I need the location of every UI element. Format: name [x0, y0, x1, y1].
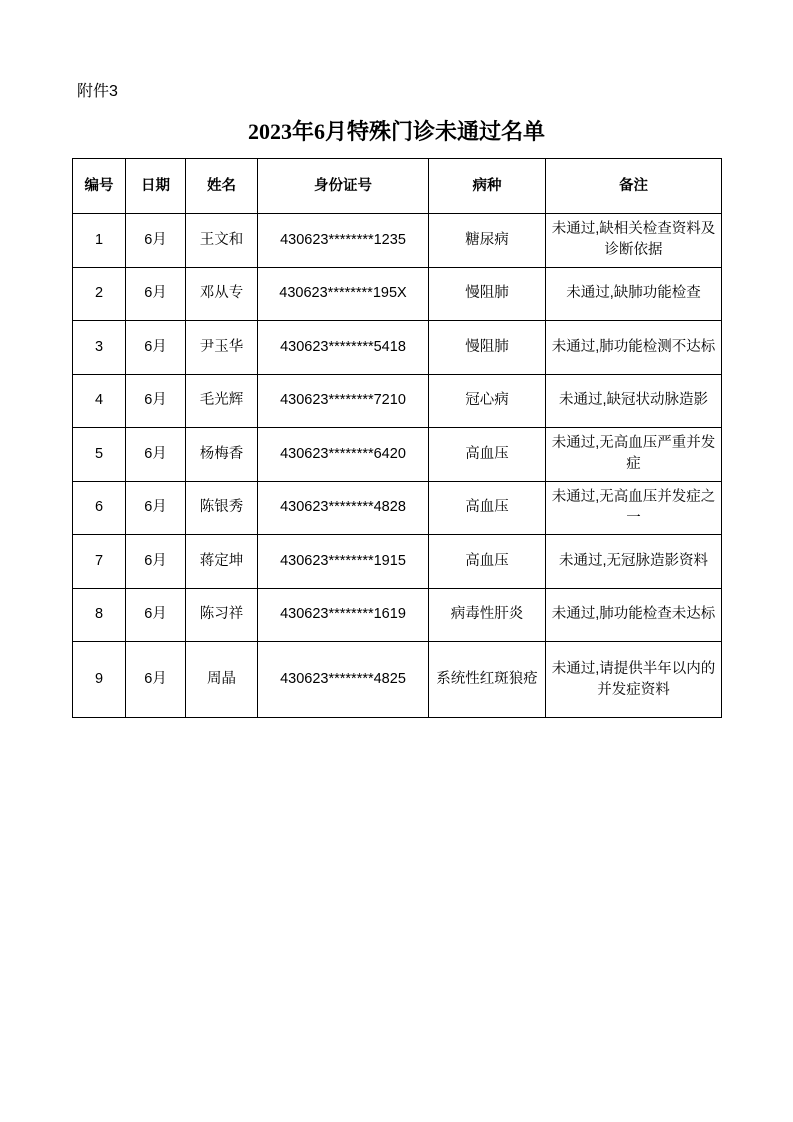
cell-id: 430623********6420 [258, 428, 429, 482]
cell-id: 430623********1235 [258, 214, 429, 268]
cell-disease: 系统性红斑狼疮 [429, 642, 546, 718]
cell-remark: 未通过,缺相关检查资料及诊断依据 [546, 214, 722, 268]
rejection-list-table [72, 158, 722, 718]
cell-disease: 高血压 [429, 535, 546, 589]
header-no: 编号 [73, 159, 126, 214]
table-header-row [73, 159, 722, 214]
cell-date: 6月 [126, 267, 186, 321]
cell-remark: 未通过,无冠脉造影资料 [546, 535, 722, 589]
cell-no: 5 [73, 428, 126, 482]
attachment-label: 附件3 [77, 83, 118, 100]
cell-name: 蒋定坤 [186, 535, 258, 589]
cell-disease: 高血压 [429, 481, 546, 535]
table-row [73, 588, 722, 642]
cell-date: 6月 [126, 321, 186, 375]
cell-no: 4 [73, 374, 126, 428]
cell-remark: 未通过,请提供半年以内的并发症资料 [546, 642, 722, 718]
cell-no: 7 [73, 535, 126, 589]
cell-date: 6月 [126, 428, 186, 482]
cell-no: 9 [73, 642, 126, 718]
cell-disease: 病毒性肝炎 [429, 588, 546, 642]
cell-no: 3 [73, 321, 126, 375]
cell-no: 6 [73, 481, 126, 535]
cell-date: 6月 [126, 481, 186, 535]
cell-name: 邓从专 [186, 267, 258, 321]
cell-disease: 糖尿病 [429, 214, 546, 268]
cell-no: 8 [73, 588, 126, 642]
cell-id: 430623********1619 [258, 588, 429, 642]
cell-id: 430623********195X [258, 267, 429, 321]
cell-id: 430623********7210 [258, 374, 429, 428]
table-row [73, 642, 722, 718]
cell-date: 6月 [126, 642, 186, 718]
header-disease: 病种 [429, 159, 546, 214]
cell-disease: 高血压 [429, 428, 546, 482]
cell-date: 6月 [126, 588, 186, 642]
table-row [73, 481, 722, 535]
table-row [73, 374, 722, 428]
cell-name: 毛光辉 [186, 374, 258, 428]
cell-name: 尹玉华 [186, 321, 258, 375]
cell-no: 1 [73, 214, 126, 268]
table-row [73, 428, 722, 482]
cell-remark: 未通过,肺功能检查未达标 [546, 588, 722, 642]
cell-name: 杨梅香 [186, 428, 258, 482]
cell-remark: 未通过,缺肺功能检查 [546, 267, 722, 321]
cell-date: 6月 [126, 374, 186, 428]
cell-remark: 未通过,无高血压严重并发症 [546, 428, 722, 482]
table-row [73, 267, 722, 321]
cell-remark: 未通过,无高血压并发症之一 [546, 481, 722, 535]
cell-name: 陈银秀 [186, 481, 258, 535]
cell-date: 6月 [126, 214, 186, 268]
cell-name: 王文和 [186, 214, 258, 268]
cell-name: 周晶 [186, 642, 258, 718]
cell-id: 430623********4825 [258, 642, 429, 718]
table-row [73, 535, 722, 589]
cell-disease: 慢阻肺 [429, 321, 546, 375]
cell-no: 2 [73, 267, 126, 321]
cell-name: 陈习祥 [186, 588, 258, 642]
header-name: 姓名 [186, 159, 258, 214]
cell-id: 430623********1915 [258, 535, 429, 589]
header-date: 日期 [126, 159, 186, 214]
table-row [73, 214, 722, 268]
page-title: 2023年6月特殊门诊未通过名单 [247, 119, 545, 144]
cell-disease: 慢阻肺 [429, 267, 546, 321]
table-row [73, 321, 722, 375]
cell-date: 6月 [126, 535, 186, 589]
cell-remark: 未通过,肺功能检测不达标 [546, 321, 722, 375]
cell-remark: 未通过,缺冠状动脉造影 [546, 374, 722, 428]
cell-id: 430623********4828 [258, 481, 429, 535]
header-id: 身份证号 [258, 159, 429, 214]
header-remark: 备注 [546, 159, 722, 214]
cell-disease: 冠心病 [429, 374, 546, 428]
cell-id: 430623********5418 [258, 321, 429, 375]
